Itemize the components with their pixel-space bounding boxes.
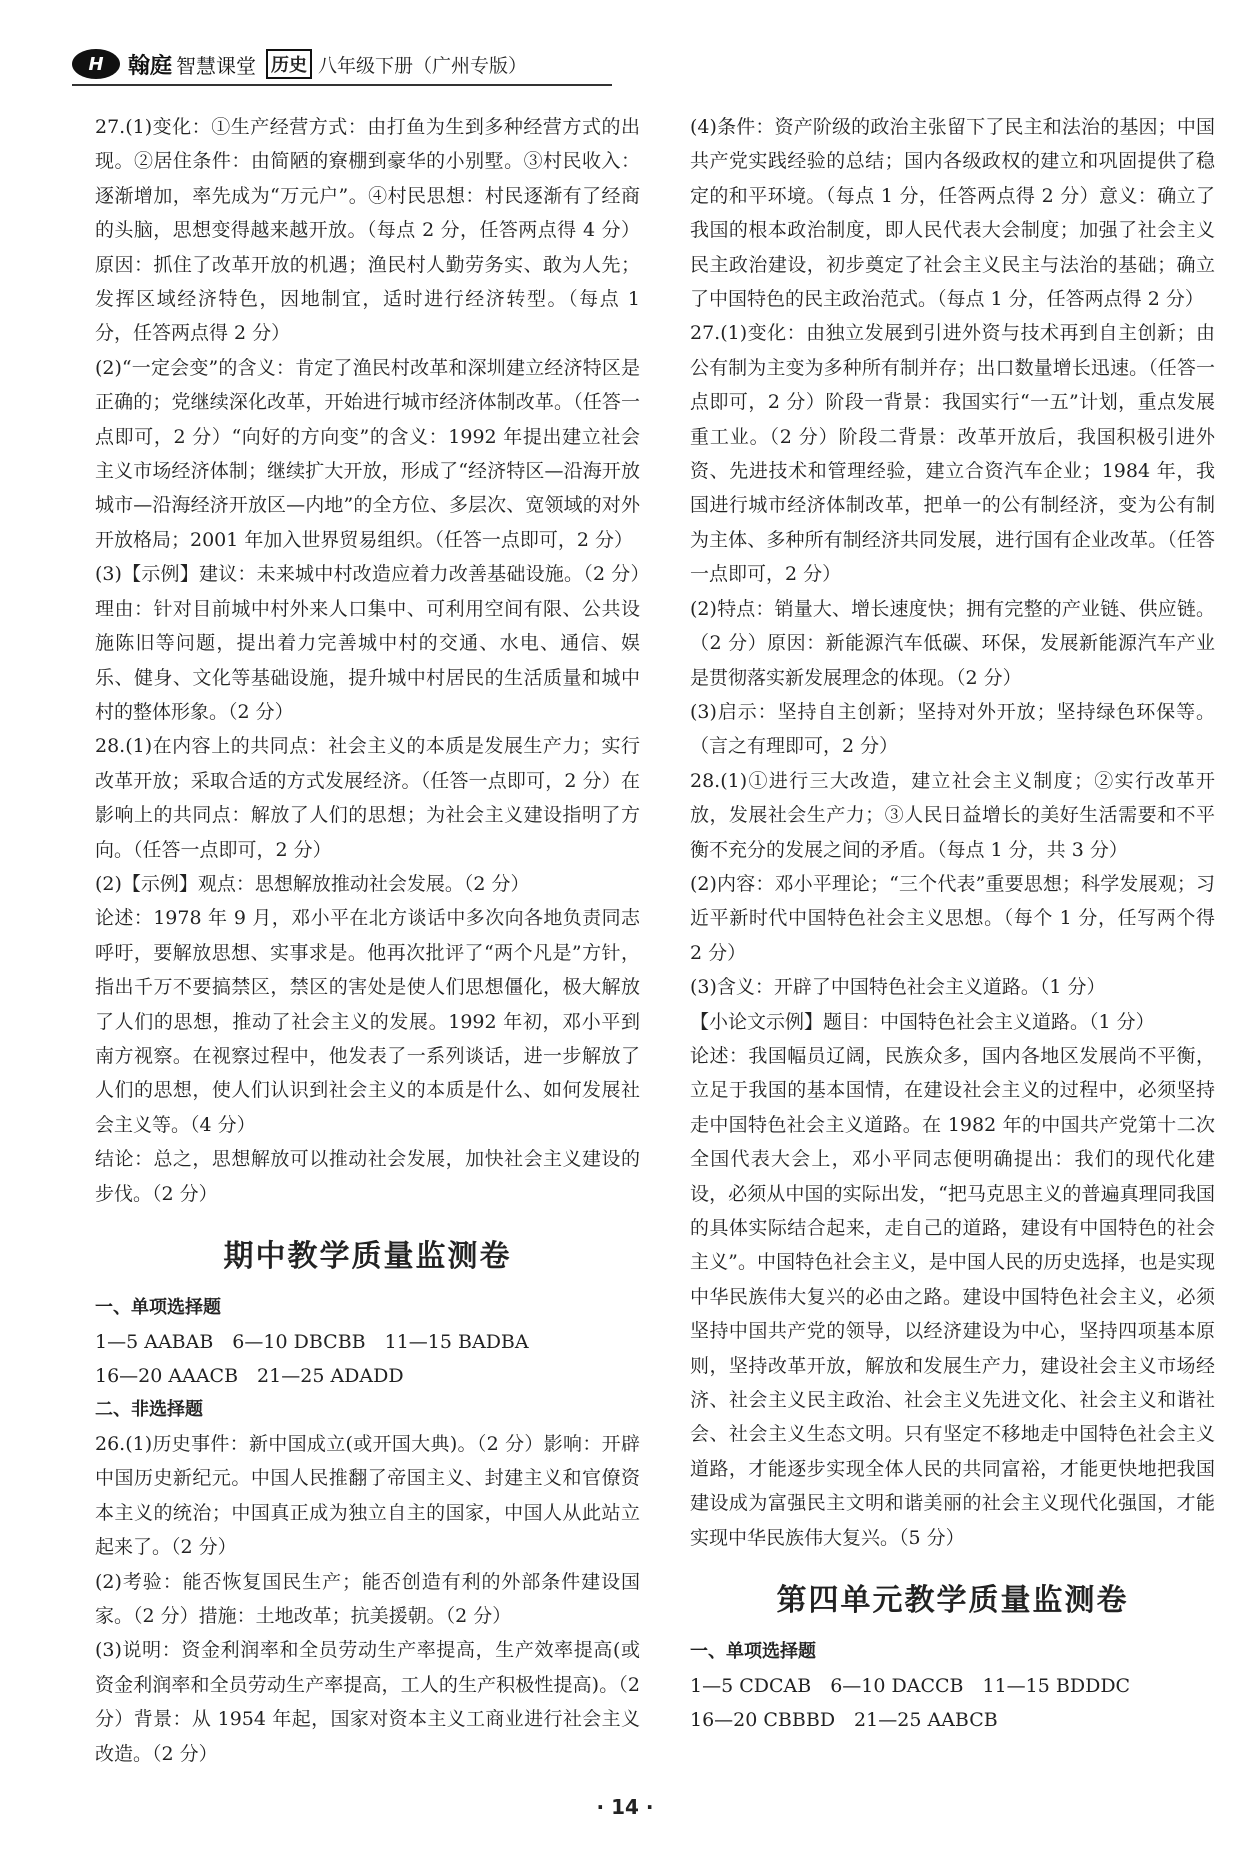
answer-28-1: 28.(1)在内容上的共同点：社会主义的本质是发展生产力；实行改革开放；采取合适的方式发展经济。（任答一点即可，2 分）在影响上的共同点：解放了人们的思想；为社会主义建设指明了方向。（任答一点即可，2 分） <box>95 735 640 861</box>
answer-26-4: (4)条件：资产阶级的政治主张留下了民主和法治的基因；中国共产党实践经验的总结；国内各级政权的建立和巩固提供了稳定的和平环境。（每点 1 分，任答两点得 2 分）意义：确立了我国的根本政治制度，即人民代表大会制度；加强了社会主义民主政治建设，初步奠定了社会主义民主与法治的基础；确立了中国特色的民主政治范式。（每点 1 分，任答两点得 2 分） <box>690 116 1215 311</box>
unit4-mc-line-2: 16—20 CBBBD 21—25 AABCB <box>690 1709 998 1732</box>
answer-28-1-right: 28.(1)①进行三大改造，建立社会主义制度；②实行改革开放，发展社会生产力；③人民日益增长的美好生活需要和不平衡不充分的发展之间的矛盾。（每点 1 分，共 3 分） <box>690 769 1215 861</box>
answer-26-1: 26.(1)历史事件：新中国成立(或开国大典)。（2 分）影响：开辟中国历史新纪元。中国人民推翻了帝国主义、封建主义和官僚资本主义的统治；中国真正成为独立自主的国家，中国人从此站立起来了。（2 分） <box>95 1433 640 1559</box>
answer-27-3-right: (3)启示：坚持自主创新；坚持对外开放；坚持绿色环保等。（言之有理即可，2 分） <box>690 700 1215 758</box>
answer-28-2: (2)【示例】观点：思想解放推动社会发展。（2 分） <box>95 872 530 895</box>
grade-label: 八年级下册（广州专版） <box>318 54 528 77</box>
answer-28-3-right: (3)含义：开辟了中国特色社会主义道路。（1 分） <box>690 976 1106 999</box>
answer-28-2-conclusion: 结论：总之，思想解放可以推动社会发展，加快社会主义建设的步伐。（2 分） <box>95 1148 640 1205</box>
right-column <box>690 110 1215 1737</box>
essay-body: 论述：我国幅员辽阔，民族众多，国内各地区发展尚不平衡，立足于我国的基本国情，在建设社会主义的过程中，必须坚持走中国特色社会主义道路。在 1982 年的中国共产党第十二次全国代表大会上，邓小平同志便明确提出：我们的现代化建设，必须从中国的实际出发，“把马克思主义的普遍真理同我国的具体实际结合起来，走自己的道路，建设有中国特色的社会主义”。中国特色社会主义，是中国人民的历史选择，也是实现中华民族伟大复兴的必由之路。建设中国特色社会主义，必须坚持中国共产党的领导，以经济建设为中心，坚持四项基本原则，坚持改革开放，解放和发展生产力，建设社会主义市场经济、社会主义民主政治、社会主义先进文化、社会主义和谐社会、社会主义生态文明。只有坚定不移地走中国特色社会主义道路，才能逐步实现全体人民的共同富裕，才能更快地把我国建设成为富强民主文明和谐美丽的社会主义现代化强国，才能实现中华民族伟大复兴。（5 分） <box>690 1044 1215 1549</box>
answer-27-1-right: 27.(1)变化：由独立发展到引进外资与技术再到自主创新；由公有制为主变为多种所有制并存；出口数量增长迅速。（任答一点即可，2 分）阶段一背景：我国实行“一五”计划，重点发展重工业。（2 分）阶段二背景：改革开放后，我国积极引进外资、先进技术和管理经验，建立合资汽车企业；1984 年，我国进行城市经济体制改革，把单一的公有制经济，变为公有制为主体、多种所有制经济共同发展，进行国有企业改革。（任答一点即可，2 分） <box>690 322 1215 586</box>
answer-27-2: (2)“一定会变”的含义：肯定了渔民村改革和深圳建立经济特区是正确的；党继续深化改革，开始进行城市经济体制改革。（任答一点即可，2 分）“向好的方向变”的含义：1992 年提出建立社会主义市场经济体制；继续扩大开放，形成了“经济特区—沿海开放城市—沿海经济开放区—内地”的全方位、多层次、宽领域的对外开放格局；2001 年加入世界贸易组织。（任答一点即可，2 分） <box>95 356 640 551</box>
nonmc-heading: 二、非选择题 <box>95 1399 203 1420</box>
answer-28-2-right: (2)内容：邓小平理论；“三个代表”重要思想；科学发展观；习近平新时代中国特色社会主义思想。（每个 1 分，任写两个得 2 分） <box>690 872 1215 964</box>
answer-27-2-right: (2)特点：销量大、增长速度快；拥有完整的产业链、供应链。（2 分）原因：新能源汽车低碳、环保，发展新能源汽车产业是贯彻落实新发展理念的体现。（2 分） <box>690 597 1215 689</box>
answer-27-3: (3)【示例】建议：未来城中村改造应着力改善基础设施。（2 分）理由：针对目前城中村外来人口集中、可利用空间有限、公共设施陈旧等问题，提出着力完善城中村的交通、水电、通信、娱乐、健身、文化等基础设施，提升城中村居民的生活质量和城中村的整体形象。（2 分） <box>95 563 640 723</box>
brand-name: 翰庭 <box>128 53 173 79</box>
header-divider <box>72 84 612 86</box>
answer-28-2-argument: 论述：1978 年 9 月，邓小平在北方谈话中多次向各地负责同志呼吁，要解放思想、实事求是。他再次批评了“两个凡是”方针，指出千万不要搞禁区，禁区的害处是使人们思想僵化，极大解放了人们的思想，推动了社会主义的发展。1992 年初，邓小平到南方视察。在视察过程中，他发表了一系列谈话，进一步解放了人们的思想，使人们认识到社会主义的本质是什么、如何发展社会主义等。（4 分） <box>95 907 640 1136</box>
page-number: · 14 · <box>596 1795 654 1819</box>
answer-26-2: (2)考验：能否恢复国民生产；能否创造有利的外部条件建设国家。（2 分）措施：土地改革；抗美援朝。（2 分） <box>95 1570 640 1628</box>
mc-answers-line-1: 1—5 AABAB 6—10 DBCBB 11—15 BADBA <box>95 1331 529 1353</box>
series-name: 智慧课堂 <box>176 53 257 78</box>
unit4-title: 第四单元教学质量监测卷 <box>776 1583 1129 1619</box>
answer-27-1: 27.(1)变化：①生产经营方式：由打鱼为生到多种经营方式的出现。②居住条件：由简陋的寮棚到豪华的小别墅。③村民收入：逐渐增加，率先成为“万元户”。④村民思想：村民逐渐有了经商的头脑，思想变得越来越开放。（每点 2 分，任答两点得 4 分）原因：抓住了改革开放的机遇；渔民村人勤劳务实、敢为人先；发挥区域经济特色，因地制宜，适时进行经济转型。（每点 1 分，任答两点得 2 分） <box>95 116 640 345</box>
page-header <box>72 44 592 84</box>
brand-logo: H <box>72 49 120 79</box>
midterm-title: 期中教学质量监测卷 <box>223 1239 512 1274</box>
unit4-mc-line-1: 1—5 CDCAB 6—10 DACCB 11—15 BDDDC <box>690 1675 1131 1698</box>
mc-heading: 一、单项选择题 <box>95 1297 221 1318</box>
subject-badge: 历史 <box>266 49 312 79</box>
answer-26-3: (3)说明：资金利润率和全员劳动生产率提高，生产效率提高(或资金利润率和全员劳动生产率提高，工人的生产积极性提高)。（2 分）背景：从 1954 年起，国家对资本主义工商业进行社会主义改造。（2 分） <box>95 1639 640 1765</box>
left-column <box>95 110 640 1771</box>
essay-title: 【小论文示例】题目：中国特色社会主义道路。（1 分） <box>690 1010 1155 1033</box>
unit4-mc-heading: 一、单项选择题 <box>690 1641 816 1663</box>
mc-answers-line-2: 16—20 AAACB 21—25 ADADD <box>95 1365 404 1387</box>
